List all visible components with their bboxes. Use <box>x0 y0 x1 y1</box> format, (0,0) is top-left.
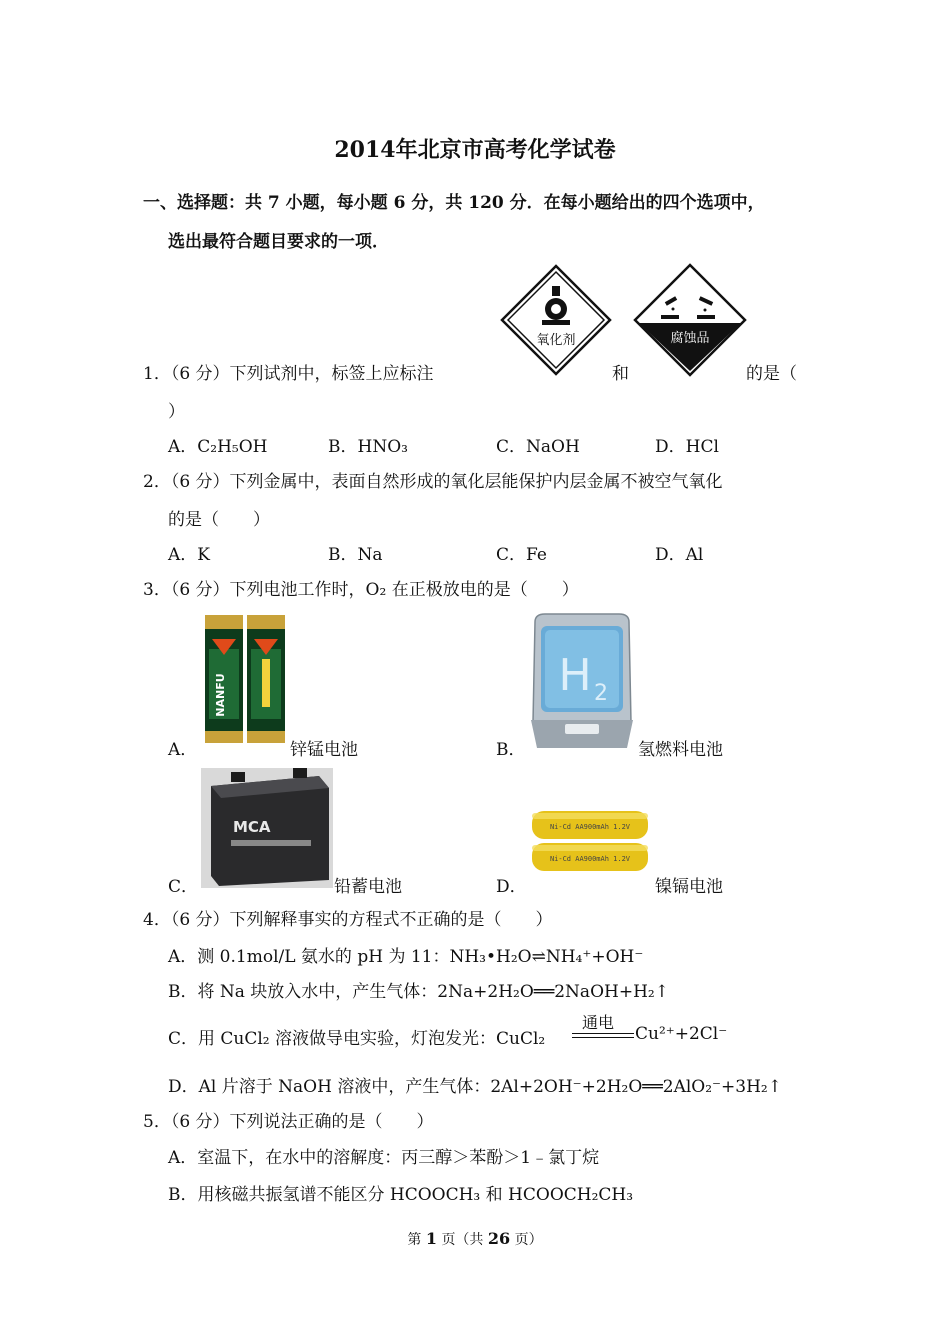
section-heading-line2: 选出最符合题目要求的一项． <box>168 232 389 252</box>
q2-option-c: C．Fe <box>496 545 547 565</box>
oxidizer-hazard-icon <box>500 264 612 376</box>
q1-option-d: D．HCl <box>655 437 719 457</box>
q4-option-c-suffix: Cu²⁺+2Cl⁻ <box>635 1024 728 1044</box>
footer-page-number: 1 <box>425 1229 437 1248</box>
footer-total-pages: 26 <box>487 1229 511 1248</box>
corrosive-hazard-icon <box>633 263 747 377</box>
q5-stem: 5．（6 分）下列说法正确的是（ ） <box>143 1112 434 1132</box>
q4-equation-bar-top <box>572 1033 634 1034</box>
q5-option-b: B．用核磁共振氢谱不能区分 HCOOCH₃ 和 HCOOCH₂CH₃ <box>168 1185 634 1205</box>
q4-option-c-condition: 通电 <box>582 1013 615 1032</box>
battery-d-label-bottom: Ni-Cd AA900mAh 1.2V <box>549 855 631 863</box>
footer-prefix: 第 <box>407 1232 422 1248</box>
lead-acid-battery-image <box>201 768 333 888</box>
nickel-cadmium-battery-image <box>528 783 652 883</box>
page-footer <box>0 1229 950 1249</box>
q1-option-b: B．HNO₃ <box>328 437 408 457</box>
q3-option-d-letter: D． <box>496 877 527 897</box>
q4-stem: 4．（6 分）下列解释事实的方程式不正确的是（ ） <box>143 910 553 930</box>
q3-option-c-text: 铅蓄电池 <box>334 877 402 897</box>
corrosive-label: 腐蚀品 <box>670 331 710 346</box>
q4-option-c-prefix: C．用 CuCl₂ 溶液做导电实验，灯泡发光：CuCl₂ <box>168 1029 546 1049</box>
q2-option-a: A．K <box>168 545 210 565</box>
oxidizer-label: 氧化剂 <box>536 333 576 348</box>
footer-middle: 页（共 <box>441 1232 484 1248</box>
q3-option-b-text: 氢燃料电池 <box>638 740 723 760</box>
q2-option-d: D．Al <box>655 545 704 565</box>
battery-d-label-top: Ni-Cd AA900mAh 1.2V <box>549 823 631 831</box>
battery-c-brand: MCA <box>233 818 271 836</box>
q3-option-d-text: 镍镉电池 <box>655 877 723 897</box>
q2-option-b: B．Na <box>328 545 383 565</box>
svg-text:H: H <box>558 650 592 701</box>
q3-option-c-letter: C． <box>168 877 199 897</box>
page-title: 2014年北京市高考化学试卷 <box>334 137 616 163</box>
battery-a-brand: NANFU <box>214 673 227 717</box>
zinc-manganese-battery-image <box>200 609 290 749</box>
q3-stem: 3．（6 分）下列电池工作时，O₂ 在正极放电的是（ ） <box>143 580 579 600</box>
q3-option-a-letter: A． <box>168 740 198 760</box>
q1-stem-a: 1．（6 分）下列试剂中，标签上应标注 <box>143 364 434 384</box>
q4-equation-bar-bottom <box>572 1037 634 1038</box>
svg-text:2: 2 <box>594 681 608 706</box>
q4-option-b: B．将 Na 块放入水中，产生气体：2Na+2H₂O══2NaOH+H₂↑ <box>168 982 669 1002</box>
q1-option-a: A．C₂H₅OH <box>168 437 268 457</box>
q2-stem-b: 的是（ ） <box>168 510 270 530</box>
q2-stem-a: 2．（6 分）下列金属中，表面自然形成的氧化层能保护内层金属不被空气氧化 <box>143 472 723 492</box>
q1-stem-c: ） <box>168 402 185 422</box>
q4-option-a: A．测 0.1mol/L 氨水的 pH 为 11：NH₃•H₂O⇌NH₄⁺+OH⁻ <box>168 947 644 967</box>
q1-stem-b: 的是（ <box>746 364 797 384</box>
hydrogen-fuel-cell-image <box>527 612 637 752</box>
q1-option-c: C．NaOH <box>496 437 580 457</box>
section-heading-line1: 一、选择题：共 7 小题，每小题 6 分，共 120 分．在每小题给出的四个选项中， <box>143 193 765 213</box>
q5-option-a: A．室温下，在水中的溶解度：丙三醇＞苯酚＞1﹣氯丁烷 <box>168 1148 600 1168</box>
q3-option-b-letter: B． <box>496 740 526 760</box>
q3-option-a-text: 锌锰电池 <box>290 740 358 760</box>
footer-suffix: 页） <box>514 1232 543 1248</box>
q1-stem-and: 和 <box>612 364 629 384</box>
q4-option-d: D．Al 片溶于 NaOH 溶液中，产生气体：2Al+2OH⁻+2H₂O══2AlO₂⁻+3H₂↑ <box>168 1077 782 1097</box>
